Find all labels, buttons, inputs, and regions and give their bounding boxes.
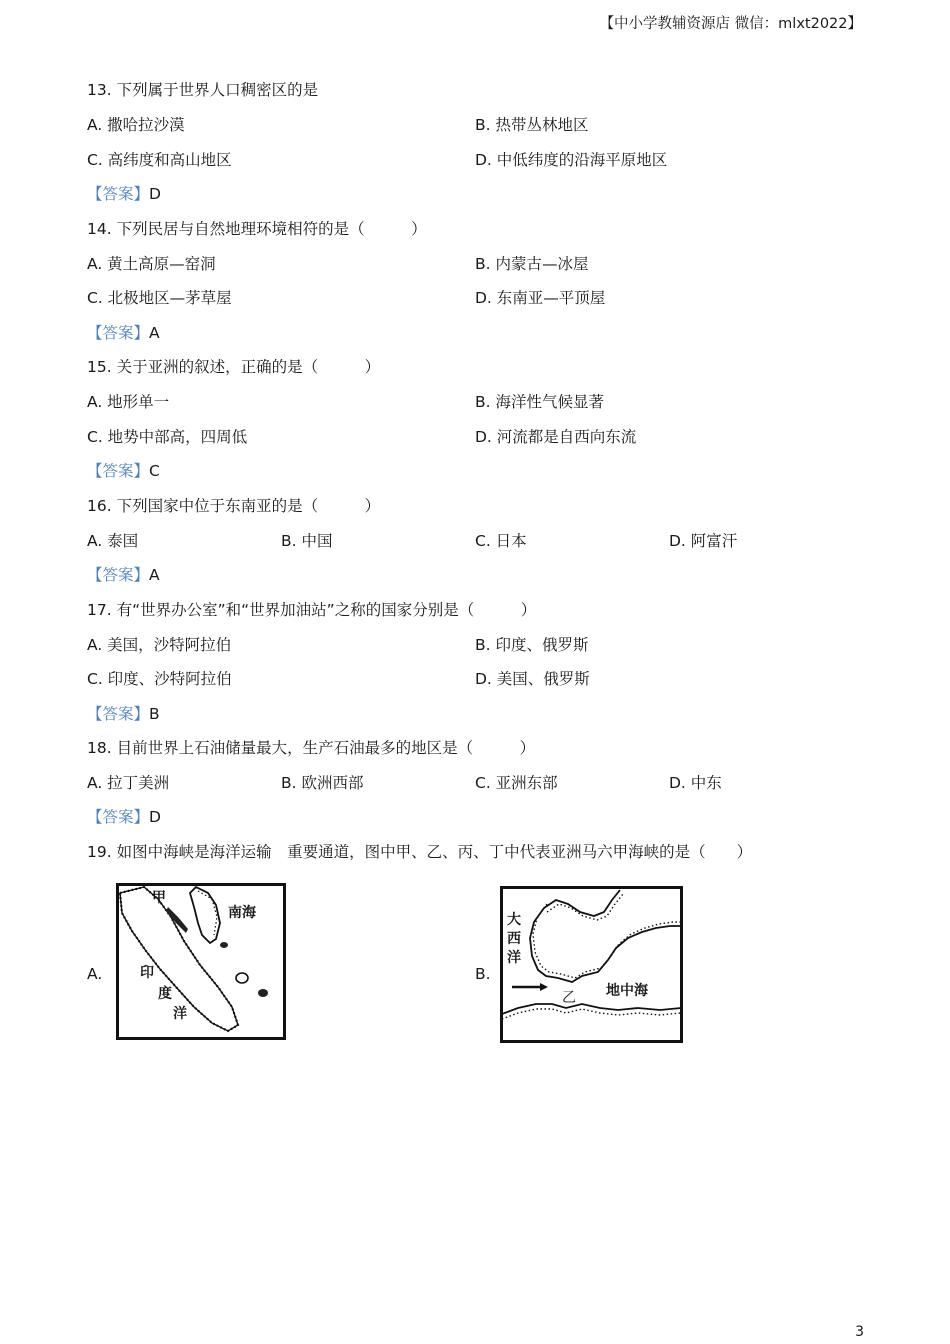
page-header: 【中小学教辅资源店 微信：mlxt2022】 xyxy=(599,16,862,32)
q14-option-a: A. 黄土高原—窑洞 xyxy=(87,255,216,273)
q16-answer-value: A xyxy=(149,566,160,584)
q15-option-c: C. 地势中部高，四周低 xyxy=(87,428,248,446)
q13-option-d: D. 中低纬度的沿海平原地区 xyxy=(475,151,668,169)
answer-label: 答案 xyxy=(102,566,134,584)
question-18-stem: 18. 目前世界上石油储量最大，生产石油最多的地区是（ ） xyxy=(87,739,536,757)
map-a-label-yin: 印 xyxy=(140,965,154,981)
map-b-label-yang: 洋 xyxy=(507,950,521,966)
q15-option-a: A. 地形单一 xyxy=(87,393,170,411)
question-16-stem: 16. 下列国家中位于东南亚的是（ ） xyxy=(87,497,381,515)
q17-option-d: D. 美国、俄罗斯 xyxy=(475,670,590,688)
q18-option-d: D. 中东 xyxy=(669,774,722,792)
q17-option-c: C. 印度、沙特阿拉伯 xyxy=(87,670,232,688)
q13-answer: 【答案】D xyxy=(87,185,161,203)
q13-answer-value: D xyxy=(149,185,161,203)
q16-option-b: B. 中国 xyxy=(281,532,333,550)
q18-answer: 【答案】D xyxy=(87,808,161,826)
q15-option-b: B. 海洋性气候显著 xyxy=(475,393,604,411)
question-14-stem: 14. 下列民居与自然地理环境相符的是（ ） xyxy=(87,220,427,238)
question-13-stem: 13. 下列属于世界人口稠密区的是 xyxy=(87,81,319,99)
map-a-label-du: 度 xyxy=(158,986,172,1002)
q16-option-a: A. 泰国 xyxy=(87,532,139,550)
q18-option-b: B. 欧洲西部 xyxy=(281,774,364,792)
page-number: 3 xyxy=(855,1324,864,1340)
q15-option-d: D. 河流都是自西向东流 xyxy=(475,428,637,446)
map-b-label-yi: 乙 xyxy=(562,990,576,1006)
map-a-label-jia: 甲 xyxy=(152,890,166,906)
map-b-label-da: 大 xyxy=(507,912,521,928)
q14-answer: 【答案】A xyxy=(87,324,160,342)
q14-answer-value: A xyxy=(149,324,160,342)
answer-label: 答案 xyxy=(102,185,134,203)
q14-option-b: B. 内蒙古—冰屋 xyxy=(475,255,589,273)
map-a-malacca xyxy=(116,883,286,1040)
q13-option-b: B. 热带丛林地区 xyxy=(475,116,589,134)
answer-label: 答案 xyxy=(102,462,134,480)
answer-label: 答案 xyxy=(102,324,134,342)
q13-option-a: A. 撒哈拉沙漠 xyxy=(87,116,185,134)
q14-option-d: D. 东南亚—平顶屋 xyxy=(475,289,606,307)
question-17-stem: 17. 有“世界办公室”和“世界加油站”之称的国家分别是（ ） xyxy=(87,601,537,619)
map-b-label-mediterranean: 地中海 xyxy=(606,983,648,999)
q16-answer: 【答案】A xyxy=(87,566,160,584)
q16-option-d: D. 阿富汗 xyxy=(669,532,738,550)
q14-option-c: C. 北极地区—茅草屋 xyxy=(87,289,232,307)
q17-option-b: B. 印度、俄罗斯 xyxy=(475,636,589,654)
answer-label: 答案 xyxy=(102,808,134,826)
q17-answer: 【答案】B xyxy=(87,705,160,723)
q18-answer-value: D xyxy=(149,808,161,826)
q15-answer-value: C xyxy=(149,462,160,480)
q15-answer: 【答案】C xyxy=(87,462,160,480)
q19-option-b: B. xyxy=(475,965,491,983)
q17-answer-value: B xyxy=(149,705,160,723)
q13-option-c: C. 高纬度和高山地区 xyxy=(87,151,232,169)
map-a-label-south-sea: 南海 xyxy=(228,905,256,921)
q19-option-a: A. xyxy=(87,965,103,983)
question-15-stem: 15. 关于亚洲的叙述，正确的是（ ） xyxy=(87,358,381,376)
map-b-label-xi: 西 xyxy=(507,931,521,947)
q16-option-c: C. 日本 xyxy=(475,532,527,550)
q18-option-a: A. 拉丁美洲 xyxy=(87,774,170,792)
q17-option-a: A. 美国，沙特阿拉伯 xyxy=(87,636,232,654)
question-19-stem: 19. 如图中海峡是海洋运输 重要通道，图中甲、乙、丙、丁中代表亚洲马六甲海峡的是（ ） xyxy=(87,843,753,861)
answer-label: 答案 xyxy=(102,705,134,723)
map-a-label-yang: 洋 xyxy=(173,1006,187,1022)
q18-option-c: C. 亚洲东部 xyxy=(475,774,558,792)
map-b-gibraltar xyxy=(500,886,683,1043)
